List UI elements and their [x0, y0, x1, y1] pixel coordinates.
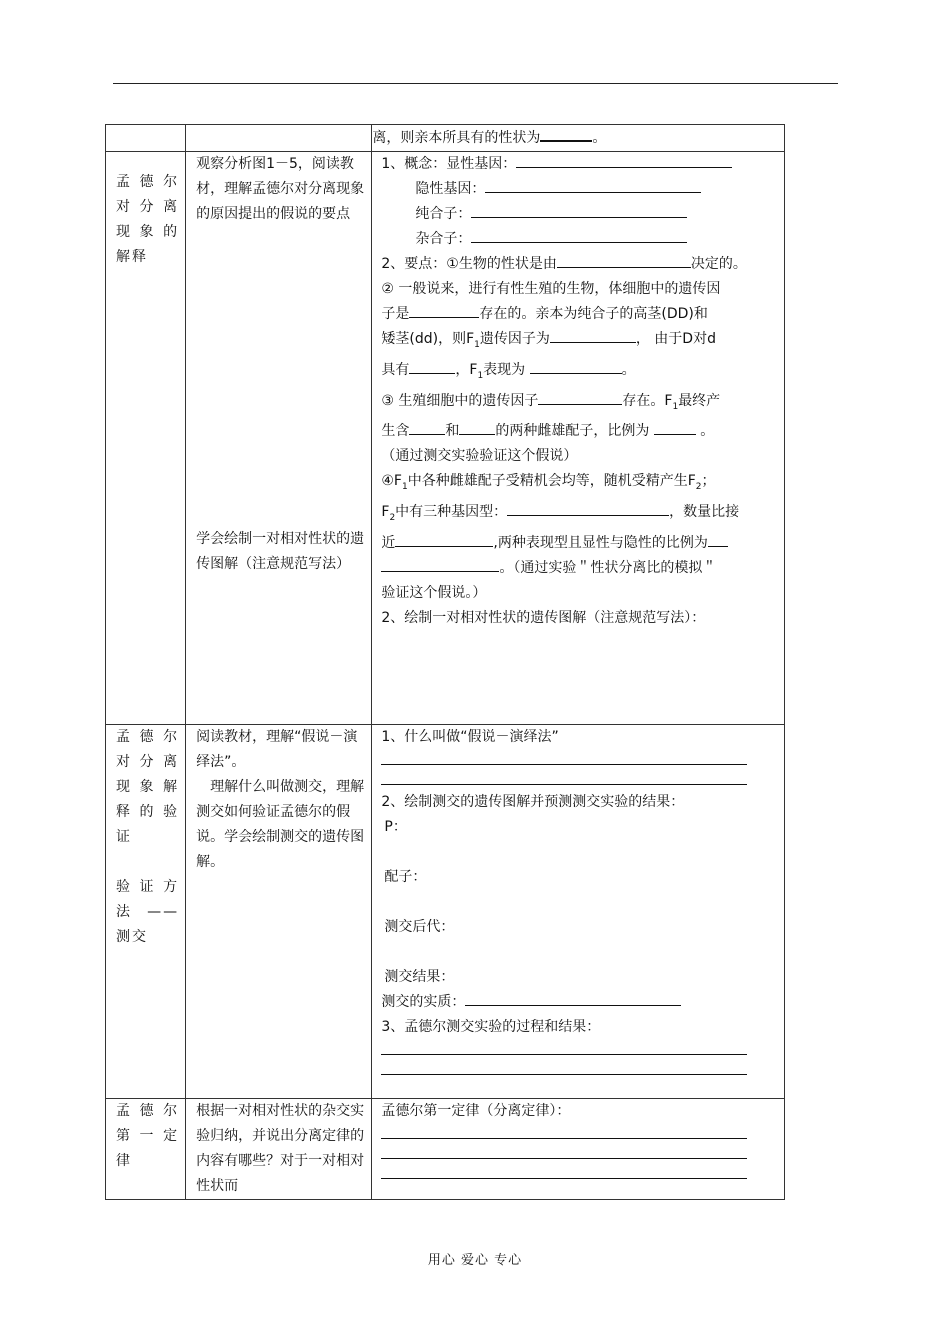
table-row — [106, 152, 785, 725]
topic-cell — [106, 1099, 186, 1200]
empty-cell — [106, 125, 186, 152]
blank-line[interactable] — [708, 531, 728, 547]
study-table — [105, 124, 785, 1200]
blank-line[interactable] — [557, 252, 691, 268]
blank-line[interactable] — [485, 177, 701, 193]
topic-line: 孟德尔 — [116, 174, 180, 190]
goal-text: 观察分析图1－5，阅读教材，理解孟德尔对分离现象的原因提出的假说的要点 — [196, 156, 365, 222]
table-row — [106, 125, 785, 152]
blank-line[interactable] — [507, 500, 669, 516]
row0-text: 离，则亲本所具有的性状为 — [372, 130, 541, 146]
answer-line[interactable] — [381, 770, 747, 785]
topic-line: 对分离 — [116, 199, 180, 215]
topic-line: 现象解 — [116, 779, 180, 795]
topic-line: 第一定 — [116, 1128, 180, 1144]
topic-line: 法—— — [116, 904, 180, 920]
blank-line[interactable] — [471, 202, 687, 218]
topic-line: 释的验 — [116, 804, 180, 820]
blank-line[interactable] — [654, 419, 696, 435]
goal-text: 学会绘制一对相对性状的遗传图解（注意规范写法） — [196, 531, 365, 572]
topic-line: 测交 — [116, 929, 148, 945]
topic-line: 律 — [116, 1153, 132, 1169]
content-cell: 1、什么叫做“假说－演绎法” 2、绘制测交的遗传图解并预测测交实验的结果： P： 配子： 测交后代： 测交结果： 测交的实质： 3、孟德尔测交实验的过程和结果： — [372, 725, 785, 1099]
goal-text: 根据一对相对性状的杂交实验归纳，并说出分离定律的内容有哪些？对于一对相对性状而 — [196, 1103, 365, 1194]
goal-text: 理解什么叫做测交，理解测交如何验证孟德尔的假说。学会绘制测交的遗传图解。 — [196, 779, 365, 870]
blank-line[interactable] — [381, 556, 499, 572]
header-rule — [113, 83, 838, 84]
answer-line[interactable] — [381, 1124, 747, 1139]
content-cell: 1、概念：显性基因： 隐性基因： 纯合子： 杂合子： 2、要点：①生物的性状是由 决定的。 ② 一般说来，进行有性生殖的生物，体细胞中的遗传因 子是 存在的。亲本为纯合子的高茎(DD)和 矮茎(dd)，则$F_1$遗传因子为 ， 由于D对d 具有 ，$F_1$表现为 。 ③ 生殖细胞中的遗传因子 存在。$F_1$最终产 生含 和 的两种雌雄配子，比例为 。 （通过测交实验验证这个假说） $④F_1$中各种雌雄配子受精机会均等，随机受精产生$F_2$； $F_2$中有三种基因型： ，数量比接 近 ,两种表现型且显性与隐性的比例为 。（通过实验＂性状分离比的模拟＂ 验证这个假说。） 2、绘制一对相对性状的遗传图解（注意规范写法）： — [372, 152, 785, 725]
page-footer: 用心 爱心 专心 — [427, 1253, 523, 1268]
blank-line[interactable] — [538, 389, 622, 405]
empty-cell — [186, 125, 372, 152]
goal-cell — [186, 725, 372, 1099]
goal-cell — [186, 152, 372, 725]
table-row — [106, 725, 785, 1099]
answer-line[interactable] — [381, 1144, 747, 1159]
blank-line[interactable] — [459, 419, 495, 435]
answer-line[interactable] — [381, 1040, 747, 1055]
topic-cell — [106, 725, 186, 1099]
answer-line[interactable] — [381, 1164, 747, 1179]
table-row — [106, 1099, 785, 1200]
blank-line[interactable] — [550, 327, 636, 343]
topic-cell — [106, 152, 186, 725]
blank-line[interactable] — [409, 302, 479, 318]
topic-line: 孟德尔 — [116, 1103, 180, 1119]
topic-line: 证 — [116, 829, 132, 845]
content-cell: 孟德尔第一定律（分离定律）： — [372, 1099, 785, 1200]
topic-line: 现象的 — [116, 224, 180, 240]
goal-cell — [186, 1099, 372, 1200]
goal-text: 阅读教材，理解“假说－演绎法”。 — [196, 729, 358, 770]
blank-line[interactable] — [540, 125, 592, 142]
topic-line: 验证方 — [116, 879, 180, 895]
content-cell: 离，则亲本所具有的性状为 。 — [372, 125, 785, 152]
blank-line[interactable] — [530, 358, 622, 374]
answer-line[interactable] — [381, 750, 747, 765]
blank-line[interactable] — [409, 419, 445, 435]
topic-line: 对分离 — [116, 754, 180, 770]
topic-line: 孟德尔 — [116, 729, 180, 745]
blank-line[interactable] — [465, 990, 681, 1006]
blank-line[interactable] — [516, 152, 732, 168]
blank-line[interactable] — [471, 227, 687, 243]
answer-line[interactable] — [381, 1060, 747, 1075]
topic-line: 解释 — [116, 249, 148, 265]
blank-line[interactable] — [395, 531, 493, 547]
blank-line[interactable] — [409, 358, 455, 374]
